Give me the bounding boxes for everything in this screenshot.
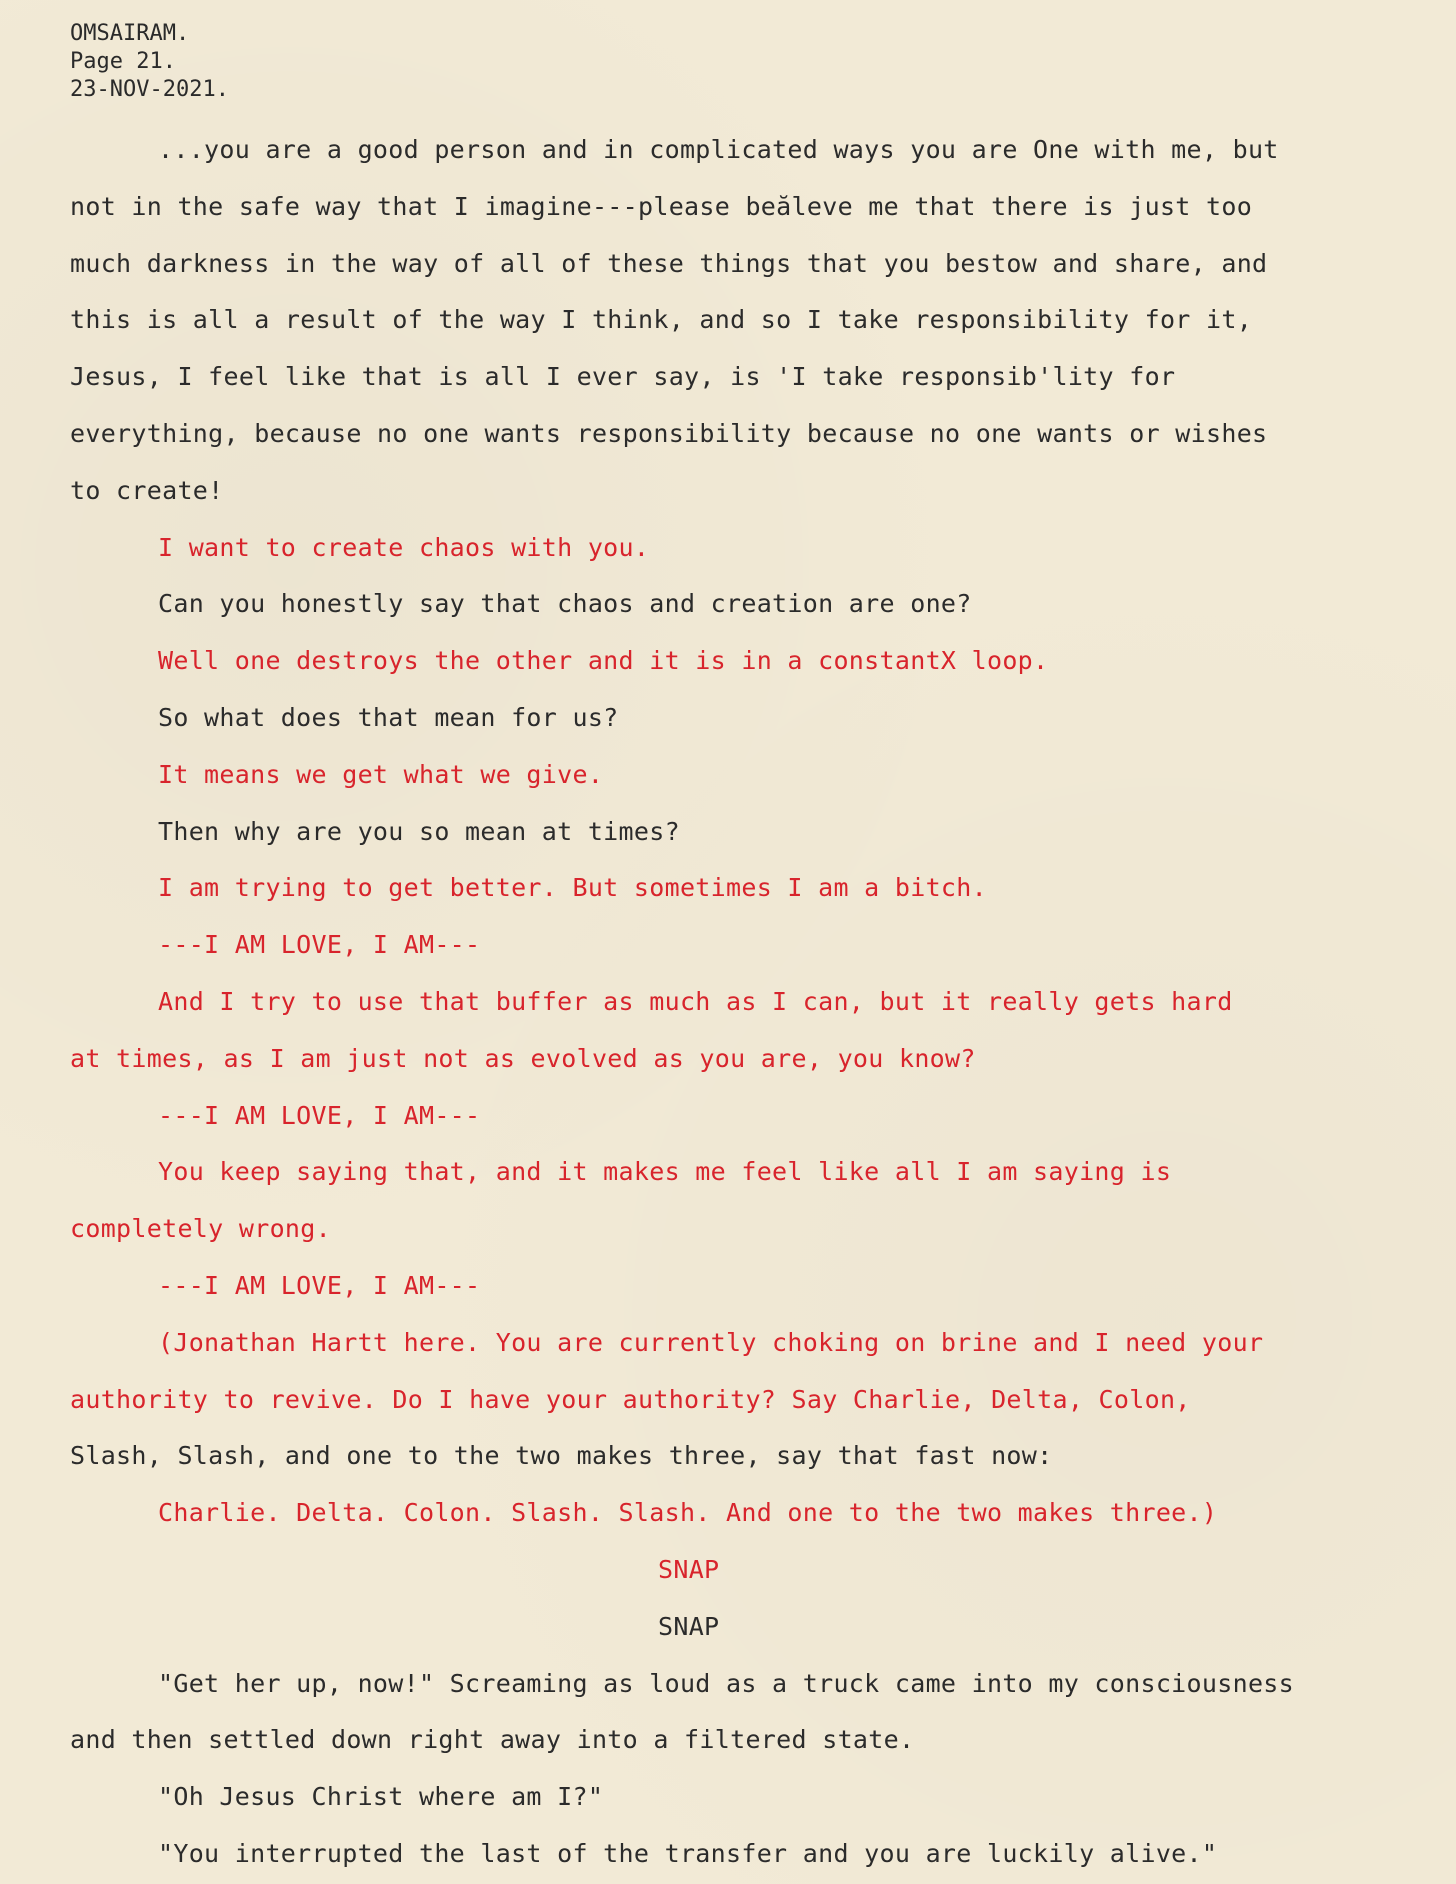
text-line: completely wrong. <box>70 1214 331 1244</box>
page-header <box>70 20 229 104</box>
text-line: You keep saying that, and it makes me feel like all I am saying is <box>158 1157 1172 1187</box>
text-line: "Get her up, now!" Screaming as loud as a truck came into my consciousness <box>158 1668 1294 1698</box>
text-line: to create! <box>70 475 224 505</box>
text-line: this is all a result of the way I think, and so I take responsibility for it, <box>70 305 1253 335</box>
text-line: ...you are a good person and in complicated ways you are One with me, but <box>158 135 1279 164</box>
page-body <box>70 122 1430 1883</box>
text-line: much darkness in the way of all of these things that you bestow and share, and <box>70 248 1268 278</box>
text-line: at times, as I am just not as evolved as you are, you know? <box>70 1043 976 1073</box>
text-line: So what does that mean for us? <box>158 702 619 732</box>
text-line: It means we get what we give. <box>158 759 604 789</box>
text-line: And I try to use that buffer as much as I can, but it really gets hard <box>158 986 1233 1016</box>
text-line: ---I AM LOVE, I AM--- <box>158 1100 481 1130</box>
text-line: ---I AM LOVE, I AM--- <box>158 930 481 960</box>
text-line: Then why are you so mean at times? <box>158 816 680 846</box>
text-line: everything, because no one wants responsibility because no one wants or wishes <box>70 418 1268 448</box>
text-line: ---I AM LOVE, I AM--- <box>158 1270 481 1300</box>
text-line: not in the safe way that I imagine---please beăleve me that there is just too <box>70 191 1253 221</box>
text-line: Can you honestly say that chaos and creation are one? <box>158 589 972 619</box>
text-line: "Oh Jesus Christ where am I?" <box>158 1782 604 1812</box>
header-title: OMSAIRAM. <box>70 21 190 46</box>
header-date: 23-NOV-2021. <box>70 77 229 102</box>
text-line: authority to revive. Do I have your authority? Say Charlie, Delta, Colon, <box>70 1384 1191 1414</box>
header-page-number: Page 21. <box>70 49 176 74</box>
text-line: I am trying to get better. But sometimes I am a bitch. <box>158 873 987 903</box>
text-line: and then settled down right away into a filtered state. <box>70 1725 915 1755</box>
text-line: "You interrupted the last of the transfer and you are luckily alive." <box>158 1838 1218 1868</box>
text-line: (Jonathan Hartt here. You are currently choking on brine and I need your <box>158 1327 1264 1357</box>
text-line: Slash, Slash, and one to the two makes three, say that fast now: <box>70 1441 1053 1471</box>
text-line: Well one destroys the other and it is in a constantX loop. <box>158 646 1049 676</box>
text-line: SNAP <box>658 1611 720 1641</box>
text-line: Charlie. Delta. Colon. Slash. Slash. And one to the two makes three.) <box>158 1498 1218 1528</box>
text-line: SNAP <box>658 1554 720 1584</box>
text-line: Jesus, I feel like that is all I ever say, is 'I take responsib'lity for <box>70 362 1176 392</box>
text-line: I want to create chaos with you. <box>158 532 650 562</box>
